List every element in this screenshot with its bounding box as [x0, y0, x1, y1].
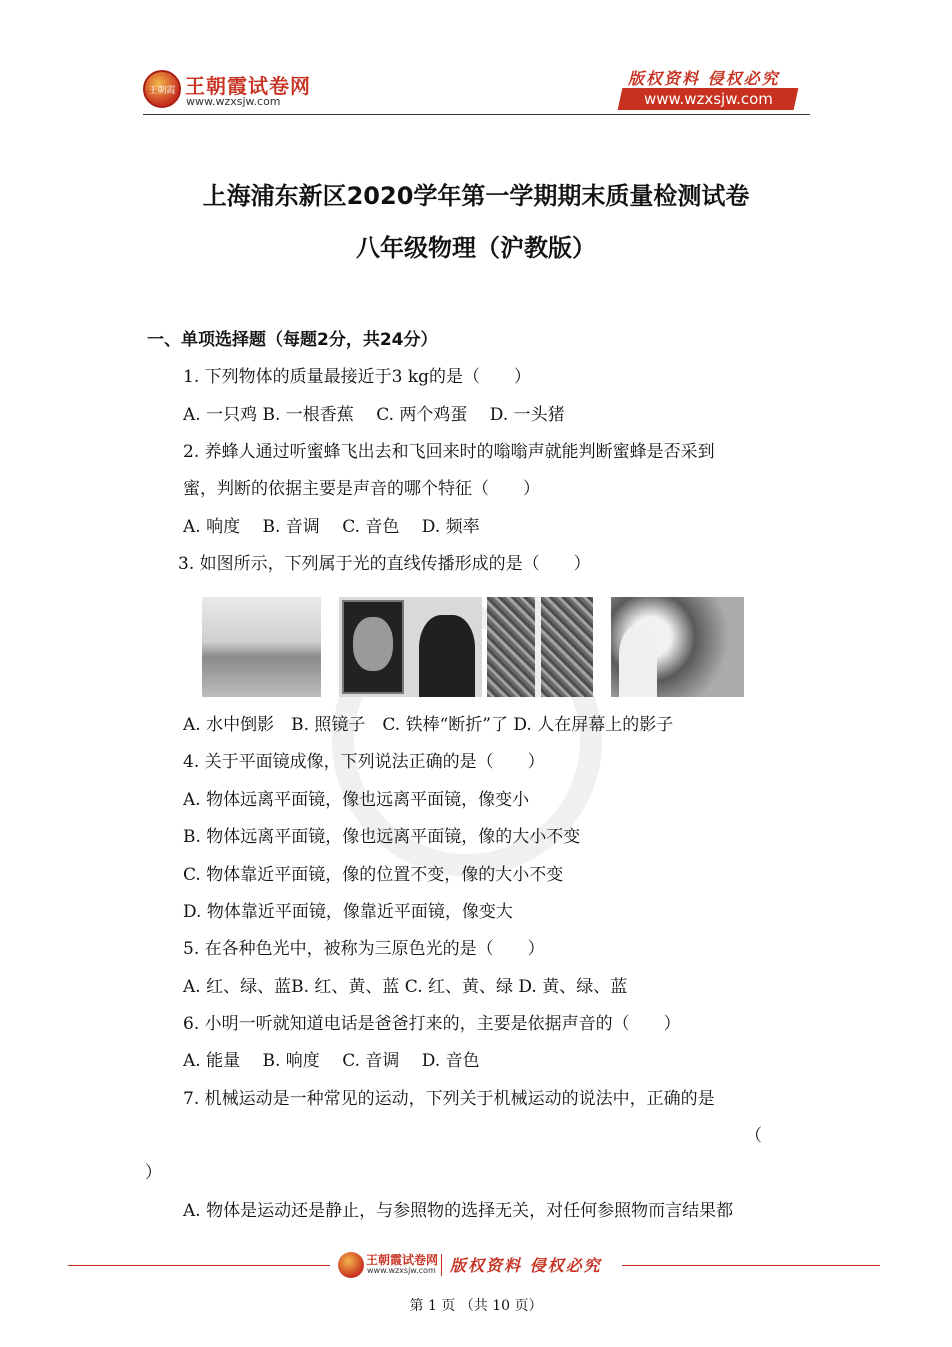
question-7: 7. 机械运动是一种常见的运动，下列关于机械运动的说法中，正确的是: [183, 1089, 715, 1109]
pavilion-reflection-image: [202, 597, 321, 697]
footer-divider-right: [622, 1265, 880, 1266]
document-title: 上海浦东新区2020学年第一学期期末质量检测试卷: [202, 182, 750, 210]
question-5-options: A. 红、绿、蓝B. 红、黄、蓝 C. 红、黄、绿 D. 黄、绿、蓝: [183, 977, 628, 997]
copyright-notice: 版权资料 侵权必究: [628, 69, 780, 88]
footer-divider-left: [68, 1265, 330, 1266]
question-2-options: A. 响度 B. 音调 C. 音色 D. 频率: [183, 517, 480, 537]
question-6: 6. 小明一听就知道电话是爸爸打来的，主要是依据声音的（ ）: [183, 1014, 681, 1034]
question-4-option-a: A. 物体远离平面镜，像也远离平面镜，像变小: [183, 790, 530, 810]
footer-logo-url: www.wzxsjw.com: [367, 1266, 436, 1275]
page-number: 第 1 页 （共 10 页）: [409, 1298, 543, 1314]
question-7-paren-close: ）: [145, 1163, 162, 1183]
bent-rod-image: [487, 597, 593, 697]
question-7-option-a: A. 物体是运动还是静止，与参照物的选择无关，对任何参照物而言结果都: [183, 1201, 734, 1221]
question-3: 3. 如图所示，下列属于光的直线传播形成的是（ ）: [178, 554, 591, 574]
site-url-banner: www.wzxsjw.com: [618, 88, 799, 110]
question-2: 2. 养蜂人通过听蜜蜂飞出去和飞回来时的嗡嗡声就能判断蜜蜂是否采到: [183, 442, 715, 462]
footer-logo-icon: [338, 1252, 364, 1278]
logo-url: www.wzxsjw.com: [186, 95, 281, 108]
question-1-options: A. 一只鸡 B. 一根香蕉 C. 两个鸡蛋 D. 一头猪: [183, 405, 565, 425]
question-5: 5. 在各种色光中，被称为三原色光的是（ ）: [183, 939, 545, 959]
question-3-options: A. 水中倒影 B. 照镜子 C. 铁棒“断折”了 D. 人在屏幕上的影子: [183, 715, 674, 735]
question-4: 4. 关于平面镜成像，下列说法正确的是（ ）: [183, 752, 545, 772]
logo-badge-icon: [143, 70, 181, 108]
mirror-image: [339, 597, 482, 697]
question-7-paren-open: （: [745, 1126, 762, 1146]
section-heading: 一、单项选择题（每题2分，共24分）: [147, 330, 438, 350]
footer-logo-name: 王朝霞试卷网: [366, 1253, 439, 1267]
footer-separator: [441, 1254, 442, 1276]
shadow-on-screen-image: [611, 597, 744, 697]
logo-badge-text: 王朝霞: [148, 86, 176, 96]
question-4-option-d: D. 物体靠近平面镜，像靠近平面镜，像变大: [183, 902, 513, 922]
question-1: 1. 下列物体的质量最接近于3 kg的是（ ）: [183, 367, 532, 387]
question-2-cont: 蜜，判断的依据主要是声音的哪个特征（ ）: [183, 479, 540, 499]
question-4-option-c: C. 物体靠近平面镜，像的位置不变，像的大小不变: [183, 865, 564, 885]
question-6-options: A. 能量 B. 响度 C. 音调 D. 音色: [183, 1051, 480, 1071]
header-divider: [143, 114, 810, 115]
logo-name: 王朝霞试卷网: [185, 74, 311, 98]
document-subtitle: 八年级物理（沪教版）: [356, 234, 596, 262]
question-4-option-b: B. 物体远离平面镜，像也远离平面镜，像的大小不变: [183, 827, 581, 847]
footer-copyright: 版权资料 侵权必究: [450, 1256, 602, 1275]
